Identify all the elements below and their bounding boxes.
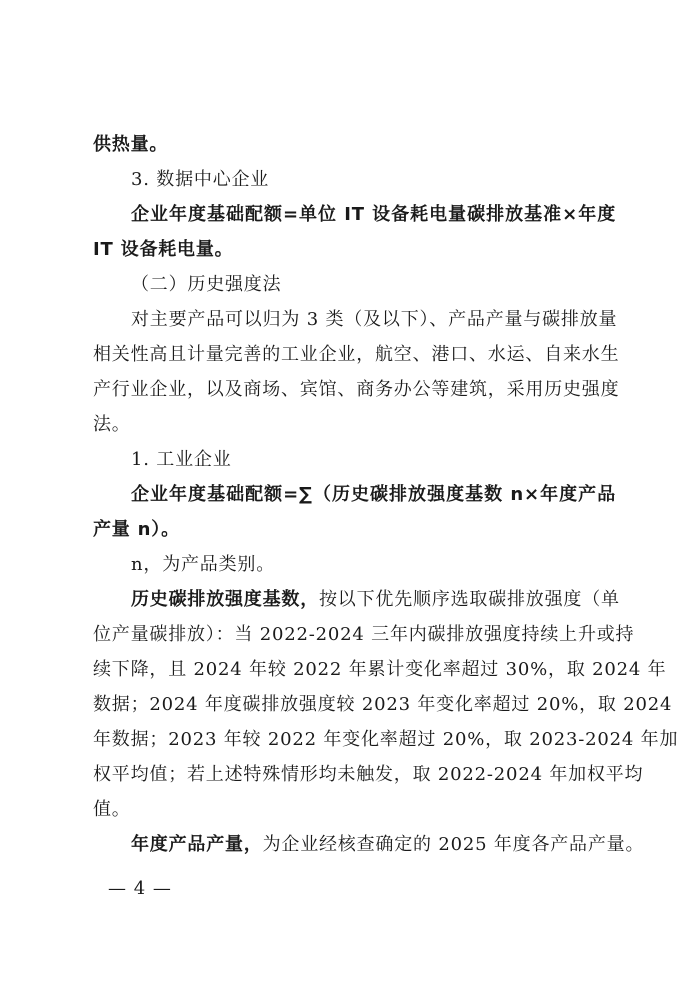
section-heading bbox=[93, 267, 616, 302]
text-line bbox=[93, 547, 616, 582]
text-line bbox=[93, 792, 616, 827]
body-text: （二）历史强度法 bbox=[131, 274, 282, 295]
text-line bbox=[93, 757, 644, 792]
text-line bbox=[93, 407, 616, 442]
document-body bbox=[93, 127, 679, 862]
body-text: 值。 bbox=[93, 799, 131, 820]
section-heading bbox=[93, 162, 616, 197]
body-text: 法。 bbox=[93, 414, 131, 435]
body-text: 产行业企业，以及商场、宾馆、商务办公等建筑，采用历史强度 bbox=[93, 379, 620, 400]
body-text: 相关性高且计量完善的工业企业，航空、港口、水运、自来水生 bbox=[93, 344, 620, 365]
body-text: 为企业经核查确定的 2025 年度各产品产量。 bbox=[262, 834, 645, 855]
body-text: 1. 工业企业 bbox=[131, 449, 232, 470]
bold-text: 产量 n）。 bbox=[93, 519, 180, 540]
text-line bbox=[93, 302, 616, 337]
text-line bbox=[93, 617, 635, 652]
text-line bbox=[93, 372, 620, 407]
formula-line bbox=[93, 512, 616, 547]
body-text: 年数据；2023 年较 2022 年变化率超过 20%，取 2023-2024 年加 bbox=[93, 729, 679, 750]
text-line bbox=[93, 722, 679, 757]
formula-line bbox=[93, 232, 616, 267]
formula-line bbox=[93, 477, 616, 512]
page-number: — 4 — bbox=[108, 878, 172, 899]
bold-text: 历史碳排放强度基数， bbox=[131, 589, 319, 610]
body-text: 对主要产品可以归为 3 类（及以下）、产品产量与碳排放量 bbox=[131, 309, 618, 330]
text-line bbox=[93, 127, 616, 162]
bold-text: 企业年度基础配额=单位 IT 设备耗电量碳排放基准×年度 bbox=[131, 204, 616, 225]
bold-text: 年度产品产量， bbox=[131, 834, 263, 855]
bold-text: IT 设备耗电量。 bbox=[93, 239, 234, 260]
body-text: 3. 数据中心企业 bbox=[131, 169, 270, 190]
body-text: n，为产品类别。 bbox=[131, 554, 275, 575]
bold-text: 供热量。 bbox=[93, 134, 169, 155]
body-text: 位产量碳排放）：当 2022-2024 三年内碳排放强度持续上升或持 bbox=[93, 624, 635, 645]
body-text: 数据；2024 年度碳排放强度较 2023 年变化率超过 20%，取 2024 bbox=[93, 694, 673, 715]
formula-line bbox=[93, 197, 616, 232]
section-heading bbox=[93, 442, 616, 477]
text-line bbox=[93, 337, 620, 372]
body-text: 续下降，且 2024 年较 2022 年累计变化率超过 30%，取 2024 年 bbox=[93, 659, 667, 680]
text-line bbox=[93, 687, 673, 722]
body-text: 按以下优先顺序选取碳排放强度（单 bbox=[319, 589, 620, 610]
body-text: 权平均值；若上述特殊情形均未触发，取 2022-2024 年加权平均 bbox=[93, 764, 644, 785]
text-line bbox=[93, 652, 667, 687]
text-line bbox=[93, 582, 620, 617]
text-line bbox=[93, 827, 645, 862]
bold-text: 企业年度基础配额=∑（历史碳排放强度基数 n×年度产品 bbox=[131, 484, 616, 505]
